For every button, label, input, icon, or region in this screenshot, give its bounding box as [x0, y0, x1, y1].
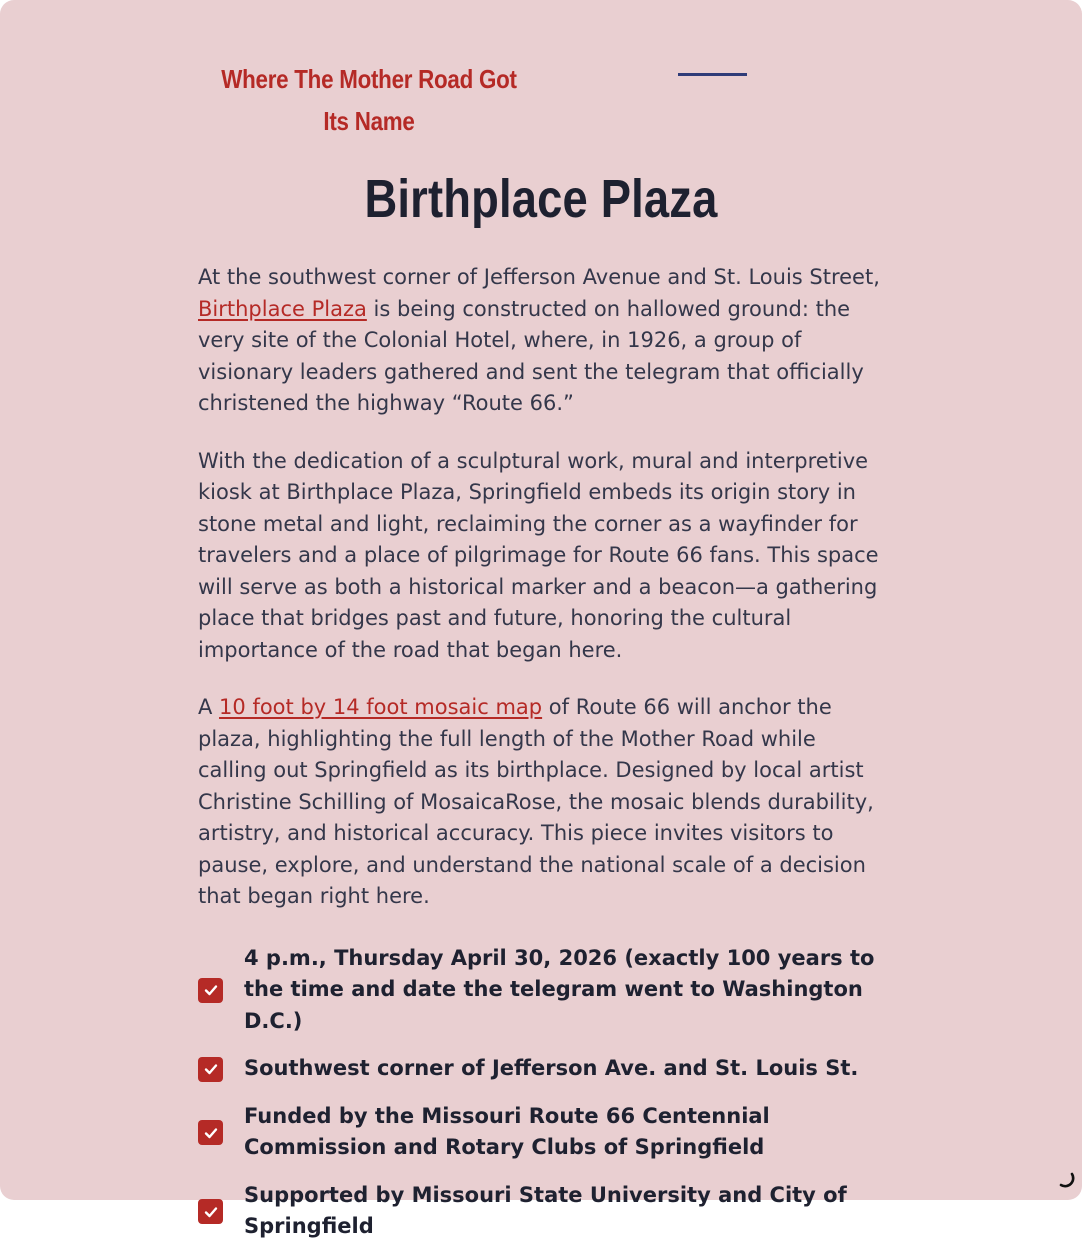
decorative-rule: [678, 73, 747, 76]
list-item: [198, 1101, 888, 1164]
loading-spinner-icon: [1056, 1170, 1076, 1190]
checkbox-checked-icon: [198, 978, 223, 1003]
page-title: Birthplace Plaza: [364, 169, 718, 229]
list-item: [198, 1180, 888, 1243]
section-eyebrow: Where The Mother Road Got Its Name: [221, 64, 517, 136]
paragraph-mosaic: [198, 692, 888, 913]
list-item-text: 4 p.m., Thursday April 30, 2026 (exactly 100 years to the time and date the telegram went to Washington D.C.): [244, 945, 875, 1033]
paragraph-mosaic-text-end: of Route 66 will anchor the plaza, highlighting the full length of the Mother Road while calling out Springfield as its birthplace. Designed by local artist Christine Schilling of MosaicaRose, the mosaic blends durability, artistry, and historical accuracy. This piece invites visitors to pause, explore, and understand the national scale of a decision that began right here.: [198, 695, 874, 908]
paragraph-mosaic-text-start: A: [198, 695, 220, 719]
list-item: [198, 943, 888, 1038]
article-body: [198, 262, 888, 1259]
list-item-text: Southwest corner of Jefferson Ave. and St. Louis St.: [244, 1056, 859, 1080]
list-item-text: Supported by Missouri State University and City of Springfield: [244, 1182, 847, 1238]
mosaic-map-link[interactable]: 10 foot by 14 foot mosaic map: [219, 695, 543, 719]
paragraph-dedication: With the dedication of a sculptural work, mural and interpretive kiosk at Birthplace Plaza, Springfield embeds its origin story in stone metal and light, reclaiming the corner as a wayfinder for travelers and a place of pilgrimage for Route 66 fans. This space will serve as both a historical marker and a beacon—a gathering place that bridges past and future, honoring the cultural importance of the road that began here.: [198, 448, 879, 662]
list-item: [198, 1053, 888, 1085]
paragraph-intro-text-start: At the southwest corner of Jefferson Avenue and St. Louis Street,: [198, 265, 880, 289]
event-details-list: [198, 943, 888, 1243]
checkbox-checked-icon: [198, 1199, 223, 1224]
checkbox-checked-icon: [198, 1120, 223, 1145]
paragraph-intro-text-end: is being constructed on hallowed ground: the very site of the Colonial Hotel, where, in 1926, a group of visionary leaders gathered and sent the telegram that officially christened the highway “Route 66.”: [198, 296, 864, 415]
birthplace-plaza-link[interactable]: Birthplace Plaza: [198, 296, 367, 321]
paragraph-intro: [198, 262, 888, 420]
list-item-text: Funded by the Missouri Route 66 Centennial Commission and Rotary Clubs of Springfield: [244, 1103, 770, 1159]
checkbox-checked-icon: [198, 1057, 223, 1082]
